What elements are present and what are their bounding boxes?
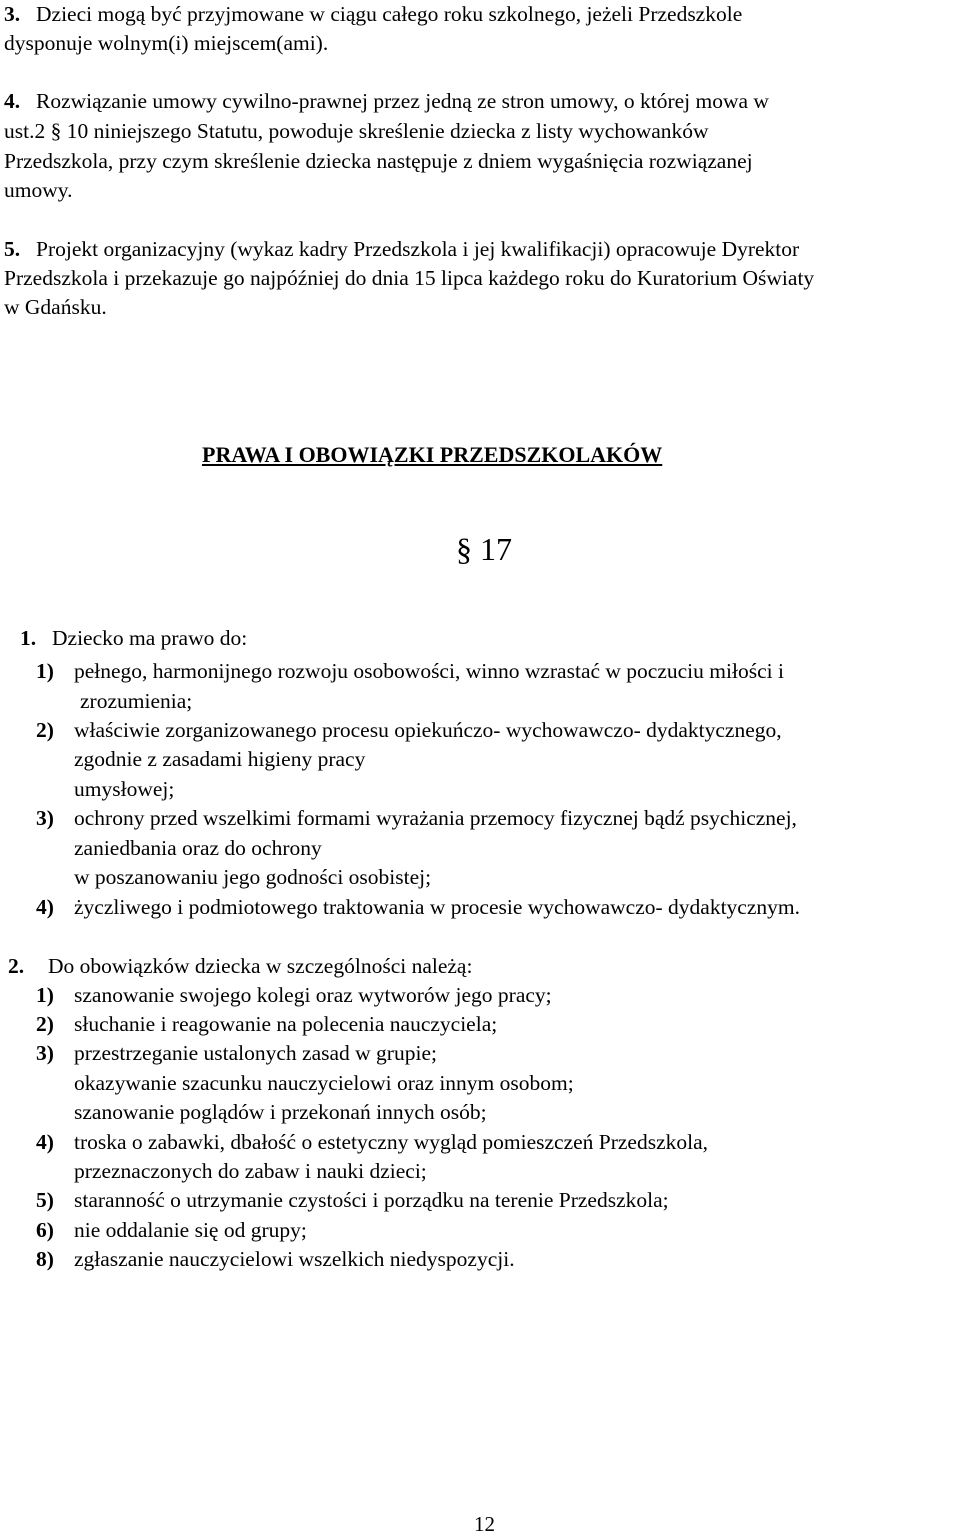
paragraph-5-line-1: Projekt organizacyjny (wykaz kadry Przedszkola i jej kwalifikacji) opracowuje Dyrektor	[36, 237, 800, 261]
rights-item-3-number: 3)	[36, 806, 54, 830]
duties-item-4-line-1: troska o zabawki, dbałość o estetyczny wygląd pomieszczeń Przedszkola,	[74, 1130, 709, 1154]
rights-item-1-number: 1)	[36, 659, 54, 683]
paragraph-4-line-4: umowy.	[4, 178, 73, 202]
duties-item-4-number: 4)	[36, 1130, 54, 1154]
paragraph-3-line-1: Dzieci mogą być przyjmowane w ciągu całego roku szkolnego, jeżeli Przedszkole	[36, 2, 743, 26]
rights-item-3-line-1: ochrony przed wszelkimi formami wyrażania przemocy fizycznej bądź psychicznej,	[74, 806, 797, 830]
rights-item-2-line-1: właściwie zorganizowanego procesu opiekuńczo- wychowawczo- dydaktycznego,	[74, 718, 782, 742]
rights-number: 1.	[20, 626, 37, 650]
paragraph-3-line-2: dysponuje wolnym(i) miejscem(ami).	[4, 31, 329, 55]
duties-item-8-number: 8)	[36, 1247, 54, 1271]
duties-item-3-line-1: przestrzeganie ustalonych zasad w grupie;	[74, 1041, 437, 1065]
duties-item-4-line-2: przeznaczonych do zabaw i nauki dzieci;	[74, 1159, 427, 1183]
rights-item-3-line-2: zaniedbania oraz do ochrony	[74, 836, 322, 860]
section-number: § 17	[456, 531, 512, 567]
rights-intro: Dziecko ma prawo do:	[52, 626, 248, 650]
duties-item-2-line-1: słuchanie i reagowanie na polecenia nauczyciela;	[74, 1012, 498, 1036]
paragraph-3-number: 3.	[4, 2, 21, 26]
rights-item-2-number: 2)	[36, 718, 54, 742]
rights-item-1-line-2: zrozumienia;	[80, 689, 193, 713]
duties-item-6-line-1: nie oddalanie się od grupy;	[74, 1218, 307, 1242]
rights-item-4-line-1: życzliwego i podmiotowego traktowania w procesie wychowawczo- dydaktycznym.	[74, 895, 800, 919]
paragraph-5-number: 5.	[4, 237, 21, 261]
paragraph-5-line-2: Przedszkola i przekazuje go najpóźniej do dnia 15 lipca każdego roku do Kuratorium Oświaty	[4, 266, 815, 290]
section-title: PRAWA I OBOWIĄZKI PRZEDSZKOLAKÓW	[202, 442, 663, 467]
duties-item-3-line-3: szanowanie poglądów i przekonań innych osób;	[74, 1100, 487, 1124]
rights-item-3-line-3: w poszanowaniu jego godności osobistej;	[74, 865, 432, 889]
duties-item-3-number: 3)	[36, 1041, 54, 1065]
duties-item-1-number: 1)	[36, 983, 54, 1007]
duties-number: 2.	[8, 954, 25, 978]
paragraph-4-line-3: Przedszkola, przy czym skreślenie dziecka następuje z dniem wygaśnięcia rozwiązanej	[4, 149, 753, 173]
duties-item-2-number: 2)	[36, 1012, 54, 1036]
duties-item-5-number: 5)	[36, 1188, 54, 1212]
duties-intro: Do obowiązków dziecka w szczególności należą:	[48, 954, 473, 978]
paragraph-4-line-2: ust.2 § 10 niniejszego Statutu, powoduje skreślenie dziecka z listy wychowanków	[4, 119, 709, 143]
paragraph-4-line-1: Rozwiązanie umowy cywilno-prawnej przez jedną ze stron umowy, o której mowa w	[36, 89, 769, 113]
duties-item-5-line-1: staranność o utrzymanie czystości i porządku na terenie Przedszkola;	[74, 1188, 669, 1212]
duties-item-3-line-2: okazywanie szacunku nauczycielowi oraz innym osobom;	[74, 1071, 574, 1095]
rights-item-4-number: 4)	[36, 895, 54, 919]
duties-item-8-line-1: zgłaszanie nauczycielowi wszelkich niedyspozycji.	[74, 1247, 515, 1271]
rights-item-1-line-1: pełnego, harmonijnego rozwoju osobowości, winno wzrastać w poczuciu miłości i	[74, 659, 784, 683]
duties-item-6-number: 6)	[36, 1218, 54, 1242]
page-number: 12	[474, 1512, 495, 1536]
duties-item-1-line-1: szanowanie swojego kolegi oraz wytworów jego pracy;	[74, 983, 552, 1007]
rights-item-2-line-3: umysłowej;	[74, 777, 175, 801]
paragraph-4-number: 4.	[4, 89, 21, 113]
rights-item-2-line-2: zgodnie z zasadami higieny pracy	[74, 747, 366, 771]
paragraph-5-line-3: w Gdańsku.	[4, 295, 107, 319]
